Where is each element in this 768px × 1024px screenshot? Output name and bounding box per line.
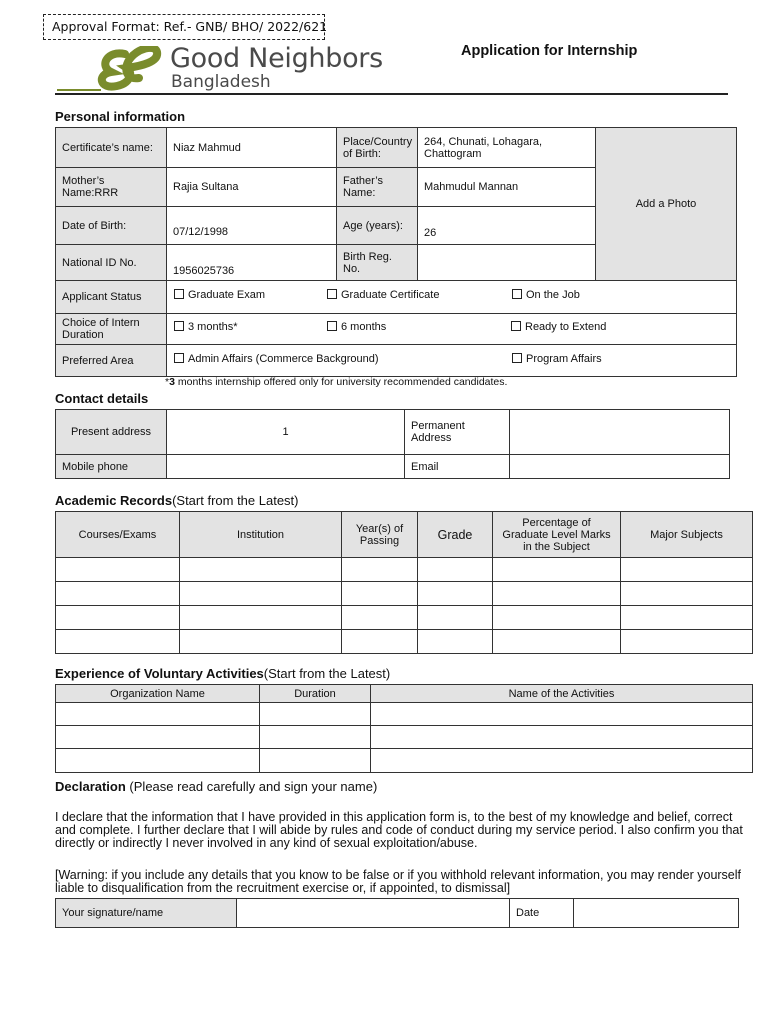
nid-label: National ID No. [56,245,167,281]
table-row [56,606,753,630]
place-of-birth-label: Place/Country of Birth: [337,128,418,168]
option-label: Program Affairs [526,353,602,365]
table-cell[interactable] [56,582,180,606]
table-cell[interactable] [418,558,493,582]
mobile-phone-field[interactable] [167,455,405,479]
birth-reg-field[interactable] [418,245,596,281]
table-cell[interactable] [260,749,371,773]
table-cell[interactable] [342,630,418,654]
option-label: 6 months [341,321,387,333]
mobile-phone-label: Mobile phone [56,455,167,479]
table-cell[interactable] [180,606,342,630]
present-address-field[interactable]: 1 [167,410,405,455]
table-cell[interactable] [371,703,753,726]
dob-label: Date of Birth: [56,207,167,245]
table-cell[interactable] [56,726,260,749]
table-cell[interactable] [493,582,621,606]
table-cell[interactable] [371,749,753,773]
status-option-graduate-exam[interactable] [174,289,265,301]
option-label: Graduate Certificate [341,289,440,301]
email-label: Email [405,455,510,479]
duration-option-3-months[interactable] [174,321,238,333]
table-cell[interactable] [342,582,418,606]
signature-label: Your signature/name [56,899,237,928]
mother-name-field[interactable]: Rajia Sultana [167,168,337,207]
table-cell[interactable] [180,582,342,606]
warning-text: [Warning: if you include any details that you know to be false or if you withhold relevant information, you may render yourself liable to disqualification from the recruitment exercise or, if appointed, to dismissal] [55,868,742,895]
section-title-personal: Personal information [55,109,186,124]
table-cell[interactable] [56,630,180,654]
academic-header-year: Year(s) of Passing [342,512,418,558]
table-cell[interactable] [180,558,342,582]
dob-field[interactable]: 07/12/1998 [167,207,337,245]
page-title: Application for Internship [461,43,638,59]
table-cell[interactable] [342,558,418,582]
academic-header-courses: Courses/Exams [56,512,180,558]
approval-reference-box: Approval Format: Ref.- GNB/ BHO/ 2022/621 [43,14,325,40]
table-cell[interactable] [56,558,180,582]
option-label: Admin Affairs (Commerce Background) [188,353,379,365]
contact-table [55,409,730,479]
academic-header-institution: Institution [180,512,342,558]
table-cell[interactable] [342,606,418,630]
academic-header-percentage: Percentage of Graduate Level Marks in the Subject [493,512,621,558]
permanent-address-label: Permanent Address [405,410,510,455]
area-option-admin-affairs[interactable] [174,353,379,365]
nid-field[interactable]: 1956025736 [167,245,337,281]
academic-header-major: Major Subjects [621,512,753,558]
age-field[interactable]: 26 [418,207,596,245]
present-address-label: Present address [56,410,167,455]
date-label: Date [510,899,574,928]
table-cell[interactable] [493,630,621,654]
intern-duration-label: Choice of Intern Duration [56,314,167,345]
signature-table [55,898,739,928]
option-label: Graduate Exam [188,289,266,301]
signature-field[interactable] [237,899,510,928]
duration-footnote: *3 months internship offered only for university recommended candidates. [165,376,508,388]
add-photo-box[interactable]: Add a Photo [596,128,737,281]
table-row [56,582,753,606]
table-cell[interactable] [493,558,621,582]
section-title-declaration: Declaration (Please read carefully and sign your name) [55,779,378,794]
option-label: 3 months* [188,321,238,333]
table-row [56,703,753,726]
voluntary-activities-table [55,684,753,773]
cert-name-field[interactable]: Niaz Mahmud [167,128,337,168]
table-cell[interactable] [56,703,260,726]
status-option-graduate-certificate[interactable] [327,289,439,301]
mother-name-label: Mother’s Name:RRR [56,168,167,207]
duration-option-ready-to-extend[interactable] [511,321,606,333]
table-row [56,630,753,654]
checkbox-icon[interactable] [512,353,522,363]
checkbox-icon[interactable] [174,289,184,299]
table-cell[interactable] [621,582,753,606]
table-row [56,749,753,773]
voluntary-header-duration: Duration [260,685,371,703]
checkbox-icon[interactable] [512,289,522,299]
table-cell[interactable] [621,606,753,630]
header-divider [55,93,728,95]
checkbox-icon[interactable] [174,353,184,363]
voluntary-header-activities: Name of the Activities [371,685,753,703]
applicant-status-label: Applicant Status [56,281,167,314]
checkbox-icon[interactable] [327,321,337,331]
academic-header-grade: Grade [418,512,493,558]
area-option-program-affairs[interactable] [512,353,602,365]
intern-duration-options [167,314,737,345]
table-cell[interactable] [260,726,371,749]
section-title-contact: Contact details [55,391,149,406]
table-cell[interactable] [371,726,753,749]
checkbox-icon[interactable] [327,289,337,299]
table-cell[interactable] [56,749,260,773]
table-cell[interactable] [180,630,342,654]
section-title-voluntary: Experience of Voluntary Activities(Start from the Latest) [55,666,391,681]
org-subname: Bangladesh [171,72,271,92]
table-cell[interactable] [621,630,753,654]
table-cell[interactable] [621,558,753,582]
email-field[interactable] [510,455,730,479]
birth-reg-label: Birth Reg. No. [337,245,418,281]
cert-name-label: Certificate’s name: [56,128,167,168]
table-cell[interactable] [418,630,493,654]
date-field[interactable] [574,899,739,928]
table-cell[interactable] [493,606,621,630]
personal-info-table [55,127,737,281]
place-of-birth-field[interactable]: 264, Chunati, Lohagara, Chattogram [418,128,596,168]
father-name-field[interactable]: Mahmudul Mannan [418,168,596,207]
table-cell[interactable] [260,703,371,726]
checkbox-icon[interactable] [174,321,184,331]
voluntary-header-organization: Organization Name [56,685,260,703]
academic-records-table [55,511,753,654]
section-title-academic: Academic Records(Start from the Latest) [55,493,299,508]
declaration-text: I declare that the information that I have provided in this application form is, to the best of my knowledge and belief, correct and complete. I further declare that I will abide by rules and code of conduct during my service period. I also confirm you that directly or indirectly I never involved in any kind of sexual exploitation/abuse. [55,810,743,850]
option-label: On the Job [526,289,580,301]
table-row [56,726,753,749]
duration-option-6-months[interactable] [327,321,386,333]
preferred-area-label: Preferred Area [56,345,167,377]
checkbox-icon[interactable] [511,321,521,331]
age-label: Age (years): [337,207,418,245]
logo-mark-icon [57,46,169,92]
option-label: Ready to Extend [525,321,607,333]
table-cell[interactable] [418,582,493,606]
table-cell[interactable] [56,606,180,630]
org-name: Good Neighbors [170,43,383,74]
table-row [56,558,753,582]
father-name-label: Father’s Name: [337,168,418,207]
permanent-address-field[interactable] [510,410,730,455]
table-cell[interactable] [418,606,493,630]
status-option-on-the-job[interactable] [512,289,580,301]
